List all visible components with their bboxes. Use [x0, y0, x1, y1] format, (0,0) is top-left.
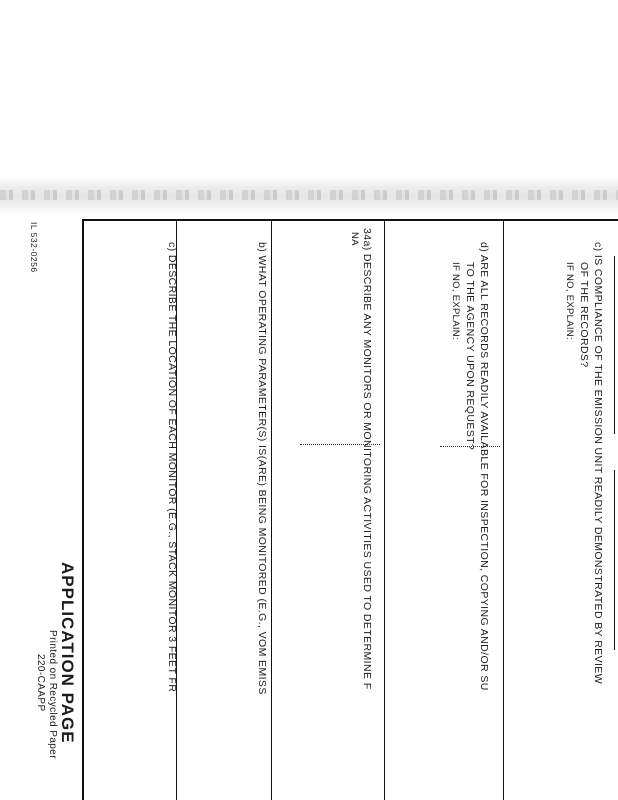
divider-34a — [384, 221, 385, 800]
question-34a-line1: 34a) DESCRIBE ANY MONITORS OR MONITORING ACTIVITIES USED TO DETERMINE F — [361, 228, 373, 690]
question-34b-line1: b) WHAT OPERATING PARAMETER(S) IS(ARE) BEING MONITORED (E.G., VOM EMISS — [256, 242, 268, 695]
scan-artifact-band — [0, 176, 618, 216]
question-c-line2: OF THE RECORDS? — [578, 262, 590, 368]
form-left-border — [82, 219, 84, 800]
question-c-line1: c) IS COMPLIANCE OF THE EMISSION UNIT READILY DEMONSTRATED BY REVIEW — [592, 242, 604, 685]
question-d-line2: TO THE AGENCY UPON REQUEST? — [464, 262, 476, 451]
answer-box-right-edge-2 — [614, 470, 615, 650]
question-34c-line1: c) DESCRIBE THE LOCATION OF EACH MONITOR (E.G., STACK MONITOR 3 FEET FR — [166, 242, 178, 693]
form-code: 220-CAAPP — [35, 654, 46, 712]
question-c-explain: IF NO, EXPLAIN: — [564, 262, 575, 340]
divider-d — [503, 221, 504, 800]
question-34a-answer: NA — [349, 232, 360, 246]
recycled-paper-note: Printed on Recycled Paper — [47, 630, 58, 759]
form-number: IL 532-0256 — [29, 222, 39, 273]
application-page-title: APPLICATION PAGE — [58, 562, 77, 744]
question-d-line1: d) ARE ALL RECORDS READILY AVAILABLE FOR INSPECTION, COPYING AND/OR SU — [478, 242, 490, 691]
answer-box-right-edge — [614, 256, 615, 434]
question-d-explain: IF NO, EXPLAIN: — [450, 262, 461, 340]
divider-34b — [271, 221, 272, 800]
form-top-border — [82, 219, 618, 221]
